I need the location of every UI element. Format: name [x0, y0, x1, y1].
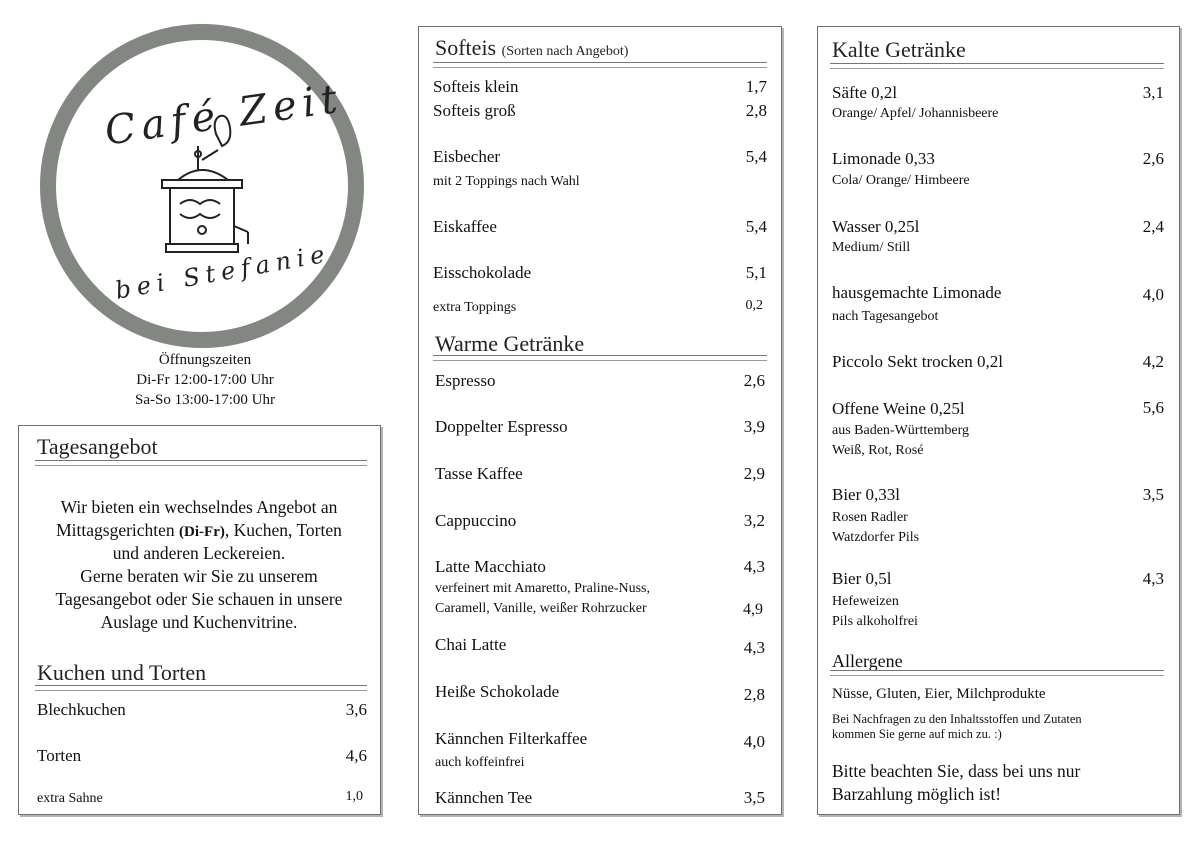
opening-hours-title: Öffnungszeiten [158, 352, 252, 368]
menu-item-name: Eisschokolade [433, 263, 532, 282]
tagesangebot-rule [35, 460, 367, 466]
tagesangebot-line3: und anderen Leckereien. [112, 543, 286, 563]
tagesangebot-line2 [19, 519, 379, 544]
menu-item-note: Medium/ Still [832, 240, 911, 255]
kuchen-heading: Kuchen und Torten [37, 660, 207, 685]
menu-item-price: 4,2 [1142, 352, 1164, 371]
menu-item-name: Blechkuchen [37, 700, 126, 719]
tagesangebot-line4: Gerne beraten wir Sie zu unserem [80, 566, 318, 586]
menu-item-note: mit 2 Toppings nach Wahl [433, 174, 580, 189]
menu-item-name: Piccolo Sekt trocken 0,2l [832, 352, 1003, 371]
menu-item-price: 2,6 [743, 371, 765, 390]
tagesangebot-heading: Tagesangebot [37, 434, 158, 459]
warme-heading: Warme Getränke [435, 331, 585, 356]
tagesangebot-line2-a: Mittagsgerichten [56, 520, 180, 540]
kuchen-rule [35, 685, 367, 691]
menu-item-name: Heiße Schokolade [435, 682, 560, 701]
menu-item-name: Limonade 0,33 [832, 149, 935, 168]
logo-subtitle: bei Stefanie [113, 239, 333, 305]
logo-title: Café Zeit [101, 75, 347, 155]
menu-item-note: Cola/ Orange/ Himbeere [832, 173, 970, 188]
menu-item-price: 3,2 [743, 511, 765, 530]
menu-item-price: 1,7 [745, 77, 767, 96]
menu-item-price: 2,6 [1142, 149, 1164, 168]
menu-item-price: 4,3 [1142, 569, 1164, 588]
menu-item-price: 5,4 [745, 217, 767, 236]
menu-item-note: Weiß, Rot, Rosé [832, 443, 924, 458]
tagesangebot-line1: Wir bieten ein wechselndes Angebot an [60, 497, 338, 517]
menu-item-note: Watzdorfer Pils [832, 530, 920, 545]
allergene-rule [830, 670, 1164, 676]
menu-item-note: Caramell, Vanille, weißer Rohrzucker [435, 601, 647, 616]
menu-item-name: Bier 0,33l [832, 485, 900, 504]
coffee-grinder-icon [38, 22, 366, 350]
menu-item-name: Offene Weine 0,25l [832, 399, 965, 418]
menu-item-name: Bier 0,5l [832, 569, 892, 588]
menu-item-price: 2,8 [743, 685, 765, 704]
menu-item-price: 5,6 [1142, 398, 1164, 417]
menu-item-name: Kännchen Tee [435, 788, 533, 807]
menu-item-name: Chai Latte [435, 635, 507, 654]
menu-item-name: Tasse Kaffee [435, 464, 523, 483]
menu-item-note: Pils alkoholfrei [832, 614, 918, 629]
menu-item-note: verfeinert mit Amaretto, Praline-Nuss, [435, 581, 650, 596]
cash-note-2: Barzahlung möglich ist! [832, 784, 1002, 804]
tagesangebot-line2-c: , Kuchen, Torten [224, 520, 342, 540]
kalte-heading: Kalte Getränke [832, 37, 966, 62]
allergene-note-2: kommen Sie gerne auf mich zu. :) [832, 727, 1002, 741]
menu-item-note: Rosen Radler [832, 510, 908, 525]
menu-item-name: Doppelter Espresso [435, 417, 568, 436]
cash-note-1: Bitte beachten Sie, dass bei uns nur [832, 761, 1081, 781]
menu-item-name: Softeis groß [433, 101, 516, 120]
softeis-heading-note: (Sorten nach Angebot) [501, 44, 629, 59]
menu-item-price: 4,0 [743, 732, 765, 751]
softeis-heading [435, 35, 628, 61]
menu-item-name: Torten [37, 746, 82, 765]
menu-item-price: 2,4 [1142, 217, 1164, 236]
opening-hours-weekend: Sa-So 13:00-17:00 Uhr [135, 392, 275, 408]
kalte-rule [830, 63, 1164, 69]
menu-item-name: hausgemachte Limonade [832, 283, 1002, 302]
menu-item-price: 5,1 [745, 263, 767, 282]
menu-item-note: nach Tagesangebot [832, 309, 939, 324]
menu-item-name: Säfte 0,2l [832, 83, 898, 102]
warme-rule [433, 355, 767, 361]
menu-item-name: extra Sahne [37, 791, 103, 806]
menu-item-price: 0,2 [745, 298, 763, 313]
cafe-logo [38, 22, 366, 350]
tagesangebot-line2-bold: (Di-Fr) [179, 524, 225, 540]
menu-item-price: 4,6 [345, 746, 367, 765]
menu-item-name: Latte Macchiato [435, 557, 546, 576]
softeis-rule [433, 62, 767, 68]
allergene-list: Nüsse, Gluten, Eier, Milchprodukte [832, 686, 1046, 702]
menu-item-price: 3,9 [743, 417, 765, 436]
menu-item-name: extra Toppings [433, 300, 517, 315]
menu-item-price: 1,0 [345, 789, 363, 804]
menu-item-price: 3,1 [1142, 83, 1164, 102]
menu-item-price: 4,0 [1142, 285, 1164, 304]
menu-item-price-variant: 4,9 [743, 601, 763, 618]
allergene-heading: Allergene [832, 651, 903, 671]
menu-item-price: 5,4 [745, 147, 767, 166]
left-panel [18, 425, 381, 815]
menu-item-name: Eisbecher [433, 147, 501, 166]
menu-item-name: Kännchen Filterkaffee [435, 729, 588, 748]
softeis-heading-text: Softeis [435, 35, 497, 60]
allergene-note-1: Bei Nachfragen zu den Inhaltsstoffen und Zutaten [832, 712, 1082, 726]
menu-item-price: 2,9 [743, 464, 765, 483]
menu-item-price: 3,5 [1142, 485, 1164, 504]
menu-item-price: 4,3 [743, 557, 765, 576]
menu-item-price: 2,8 [745, 101, 767, 120]
right-panel [817, 26, 1180, 815]
menu-item-note: aus Baden-Württemberg [832, 423, 969, 438]
opening-hours-weekday: Di-Fr 12:00-17:00 Uhr [136, 372, 274, 388]
menu-item-note: Hefeweizen [832, 594, 899, 609]
menu-item-name: Softeis klein [433, 77, 519, 96]
middle-panel [418, 26, 782, 815]
menu-item-note: auch koffeinfrei [435, 755, 525, 770]
tagesangebot-line5: Tagesangebot oder Sie schauen in unsere [55, 589, 343, 609]
tagesangebot-line6: Auslage und Kuchenvitrine. [100, 612, 298, 632]
menu-item-note: Orange/ Apfel/ Johannisbeere [832, 106, 999, 121]
menu-item-price: 3,5 [743, 788, 765, 807]
menu-item-name: Cappuccino [435, 511, 517, 530]
menu-item-name: Eiskaffee [433, 217, 497, 236]
menu-item-name: Espresso [435, 371, 496, 390]
menu-item-name: Wasser 0,25l [832, 217, 920, 236]
menu-item-price: 4,3 [743, 638, 765, 657]
menu-item-price: 3,6 [345, 700, 367, 719]
